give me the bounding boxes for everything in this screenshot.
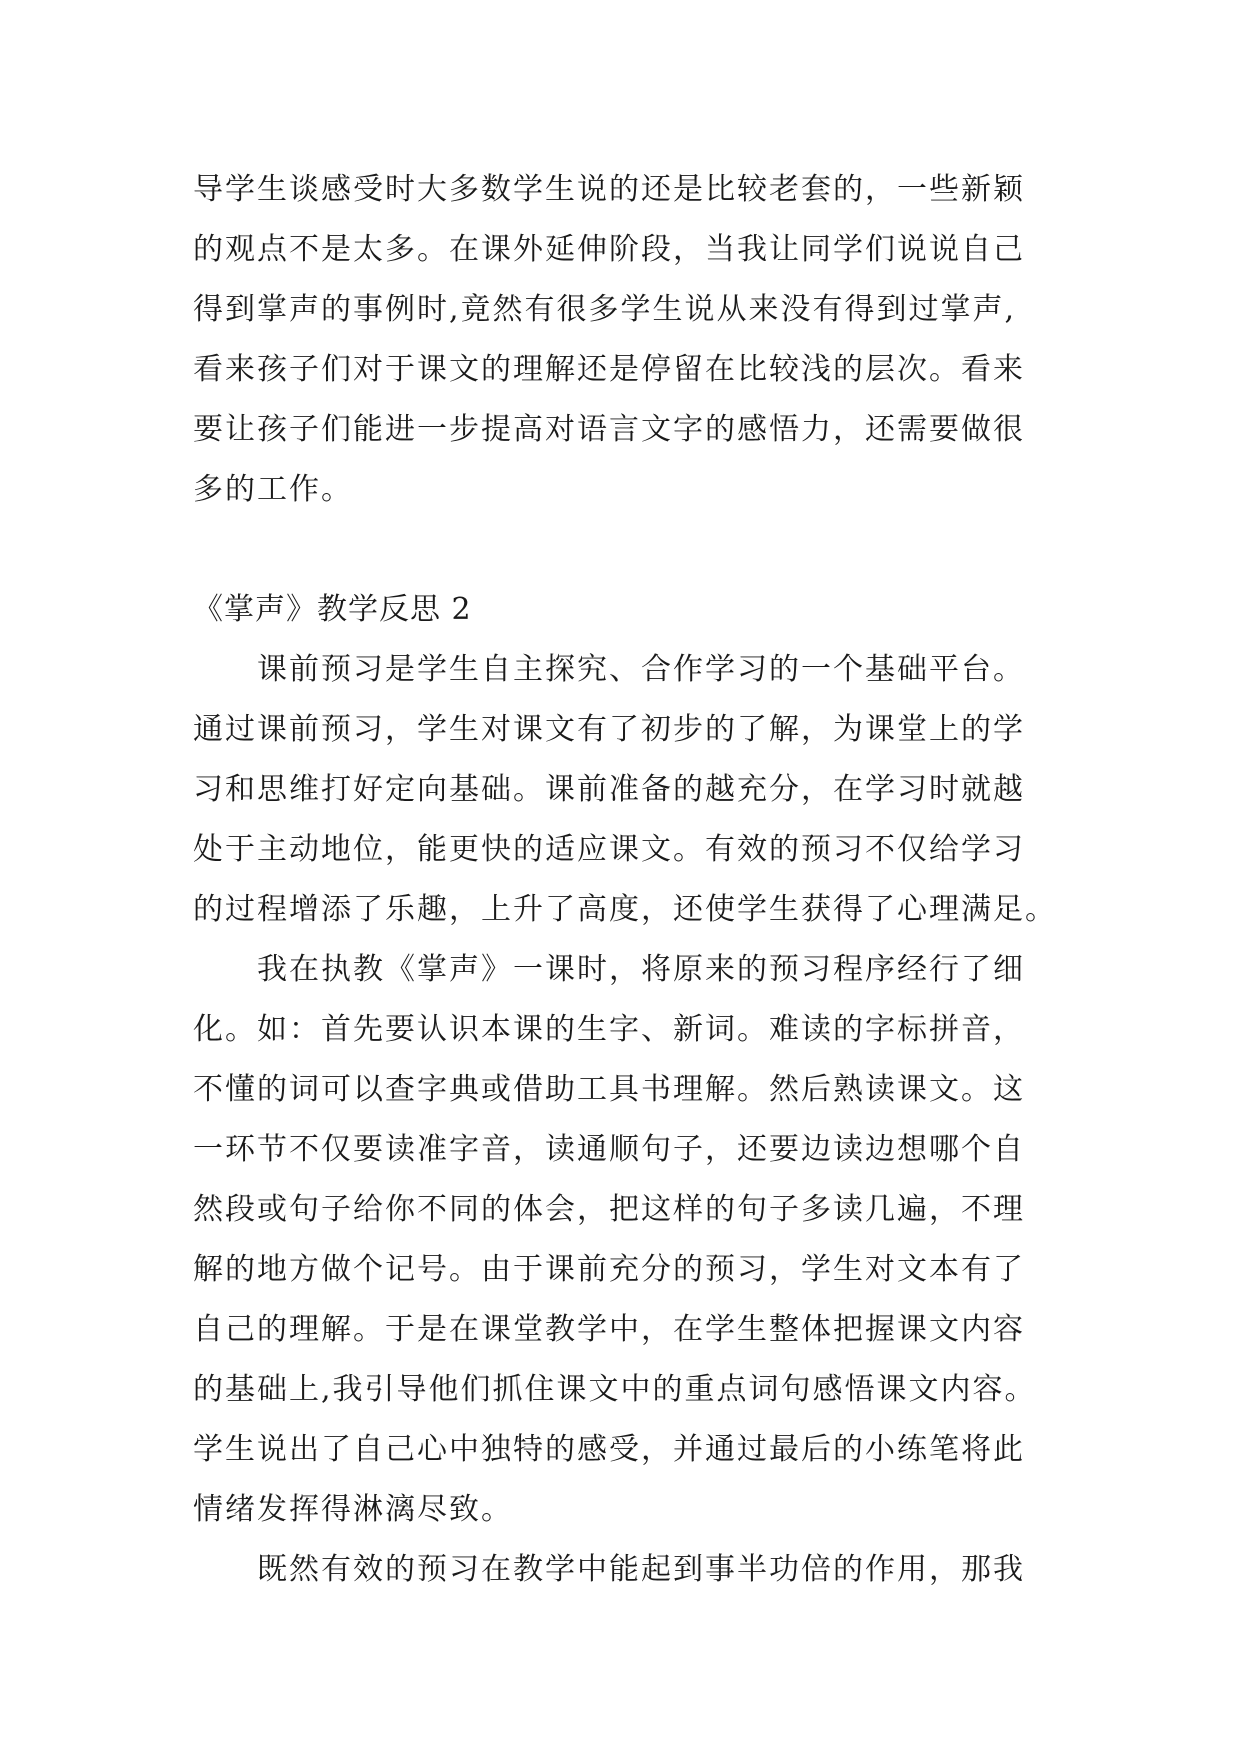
text-line: 学生说出了自己心中独特的感受，并通过最后的小练笔将此 <box>193 1432 1025 1467</box>
text-line: 处于主动地位，能更快的适应课文。有效的预习不仅给学习 <box>193 832 1025 867</box>
text-line: 化。如：首先要认识本课的生字、新词。难读的字标拼音， <box>193 1012 1025 1047</box>
text-line: 自己的理解。于是在课堂教学中，在学生整体把握课文内容 <box>193 1312 1025 1347</box>
text-line: 课前预习是学生自主探究、合作学习的一个基础平台。 <box>257 652 1025 687</box>
section-title: 《掌声》教学反思 2 <box>193 592 472 627</box>
text-line: 得到掌声的事例时,竟然有很多学生说从来没有得到过掌声, <box>193 292 1017 327</box>
text-line: 看来孩子们对于课文的理解还是停留在比较浅的层次。看来 <box>193 352 1025 387</box>
text-line: 然段或句子给你不同的体会，把这样的句子多读几遍，不理 <box>193 1192 1025 1227</box>
text-line: 不懂的词可以查字典或借助工具书理解。然后熟读课文。这 <box>193 1072 1025 1107</box>
text-line: 的过程增添了乐趣，上升了高度，还使学生获得了心理满足。 <box>193 892 1057 927</box>
text-line: 的观点不是太多。在课外延伸阶段，当我让同学们说说自己 <box>193 232 1025 267</box>
text-line: 导学生谈感受时大多数学生说的还是比较老套的，一些新颖 <box>193 172 1025 207</box>
text-line: 解的地方做个记号。由于课前充分的预习，学生对文本有了 <box>193 1252 1025 1287</box>
text-line: 我在执教《掌声》一课时，将原来的预习程序经行了细 <box>257 952 1025 987</box>
text-line: 既然有效的预习在教学中能起到事半功倍的作用，那我 <box>257 1552 1025 1587</box>
text-line: 通过课前预习，学生对课文有了初步的了解，为课堂上的学 <box>193 712 1025 747</box>
text-line: 一环节不仅要读准字音，读通顺句子，还要边读边想哪个自 <box>193 1132 1025 1167</box>
text-line: 多的工作。 <box>193 472 353 507</box>
text-line: 要让孩子们能进一步提高对语言文字的感悟力，还需要做很 <box>193 412 1025 447</box>
text-line: 习和思维打好定向基础。课前准备的越充分，在学习时就越 <box>193 772 1025 807</box>
text-line: 情绪发挥得淋漓尽致。 <box>193 1492 513 1527</box>
text-line: 的基础上,我引导他们抓住课文中的重点词句感悟课文内容。 <box>193 1372 1037 1407</box>
